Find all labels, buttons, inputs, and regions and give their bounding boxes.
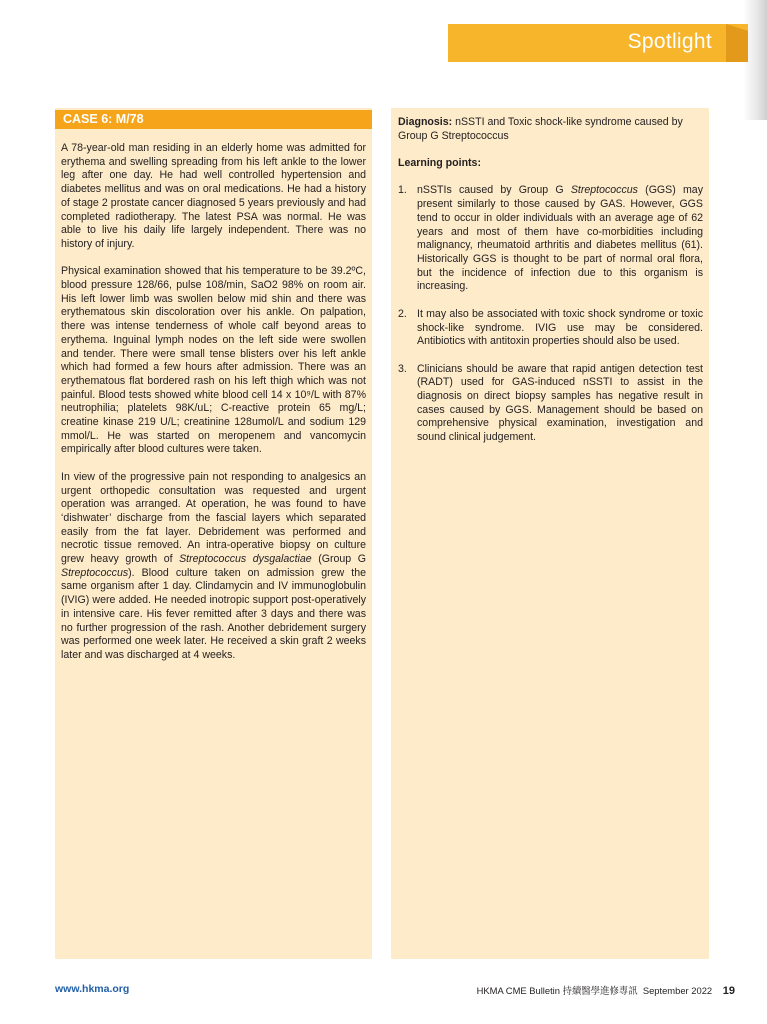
case-title: CASE 6: M/78 [63,112,144,126]
learning-point-text: Clinicians should be aware that rapid antigen detection test (RADT) used for GAS-induced nSSTI to assist in the diagnosis on direct biopsy samples has negative result in cases caused by GGS. Management should be based on comprehensive physical examination, investigation and sound clinical judgement. [417,362,703,444]
section-label: Spotlight [627,30,712,53]
case-body [61,142,366,676]
organism-name: Streptococcus [570,184,638,197]
diagnosis [398,116,703,143]
issue-date: September 2022 [642,985,713,996]
learning-points-heading: Learning points: [398,157,481,170]
section-banner [448,24,748,62]
learning-point-text: (GGS) may present similarly to those caused by GAS. However, GGS tend to occur in older individuals with an average age of 62 years and most of them have co-morbidities including malignancy, rheumatoid arthritis and diabetes mellitus (61). Historically GGS is thought to be part of normal oral flora, but the incidence of infection due to this organism is increasing. [417,184,703,293]
learning-point [398,363,703,445]
case-text: (Group G [311,553,366,566]
case-text: In view of the progressive pain not responding to analgesics an urgent orthopedic consultation was requested and urgent operation was arranged. At operation, he was found to have ‘dishwater’ discharge from the fascial layers which separated easily from the fat layer. Debridement was performed and necrotic tissue removed. An intra-operative biopsy on culture grew heavy growth of [61,470,366,566]
learning-point-text: It may also be associated with toxic shock syndrome or toxic shock-like syndrome. IVIG use may be considered. Antibiotics with antitoxin properties should also be used. [417,307,703,348]
case-paragraph: Physical examination showed that his temperature to be 39.2ºC, blood pressure 128/66, pulse 108/min, SaO2 98% on room air. His left lower limb was swollen below mid shin and there was erythematous skin discoloration over his ankle. On palpation, there was intense tenderness of whole calf beyond areas to erythema. Inguinal lymph nodes on the left side were swollen and tender. There were small tense blisters over his left ankle which had formed a few hours after admission. There was an erythematous flat bordered rash on his left thigh which was not painful. Blood tests showed white blood cell 14 x 10⁹/L with 87% neutrophilia; platelets 98K/uL; C-reactive protein 65 mg/L; creatine kinase 219 U/L; creatinine 128umol/L and sodium 129 mmol/L. He was started on meropenem and vancomycin empirically after blood cultures were taken. [61,265,366,456]
case-paragraph [61,471,366,663]
footer-url-link[interactable]: www.hkma.org [55,983,130,995]
learning-point-number: 1. [398,184,407,197]
learning-point [398,184,703,294]
case-paragraph: A 78-year-old man residing in an elderly home was admitted for erythema and swelling spreading from his left ankle to the lower leg after one day. He had well controlled hypertension and diabetes mellitus and was on oral medications. He had a history of stage 2 prostate cancer diagnosed 5 years previously and had completed radiotherapy. The latest PSA was normal. He was able to live his daily life largely independent. There was no history of injury. [61,142,366,250]
case-title-bar [55,110,372,129]
bulletin-name: HKMA CME Bulletin 持續醫學進修專訊 [476,985,638,996]
learning-point-number: 2. [398,307,407,320]
learning-point-number: 3. [398,362,407,375]
learning-points-list [398,184,703,444]
organism-name: Streptococcus dysgalactiae [179,553,312,566]
page-number: 19 [722,985,735,997]
learning-point-text: nSSTIs caused by Group G [417,184,571,197]
diagnosis-label: Diagnosis: [398,116,453,128]
organism-name: Streptococcus [61,566,129,579]
learning-point [398,308,703,349]
footer-info [477,983,735,997]
learning-body [398,116,703,459]
case-text: ). Blood culture taken on admission grew the same organism after 1 day. Clindamycin and IV immunoglobulin (IVIG) were added. He needed inotropic support post-operatively in intensive care. His fever remitted after 3 days and there was no further progression of the rash. Another debridement surgery was performed one week later. He received a skin graft 2 weeks later and was discharged at 4 weeks. [61,566,366,661]
diagnosis-text: nSSTI and Toxic shock-like syndrome caused by Group G Streptococcus [398,116,683,142]
